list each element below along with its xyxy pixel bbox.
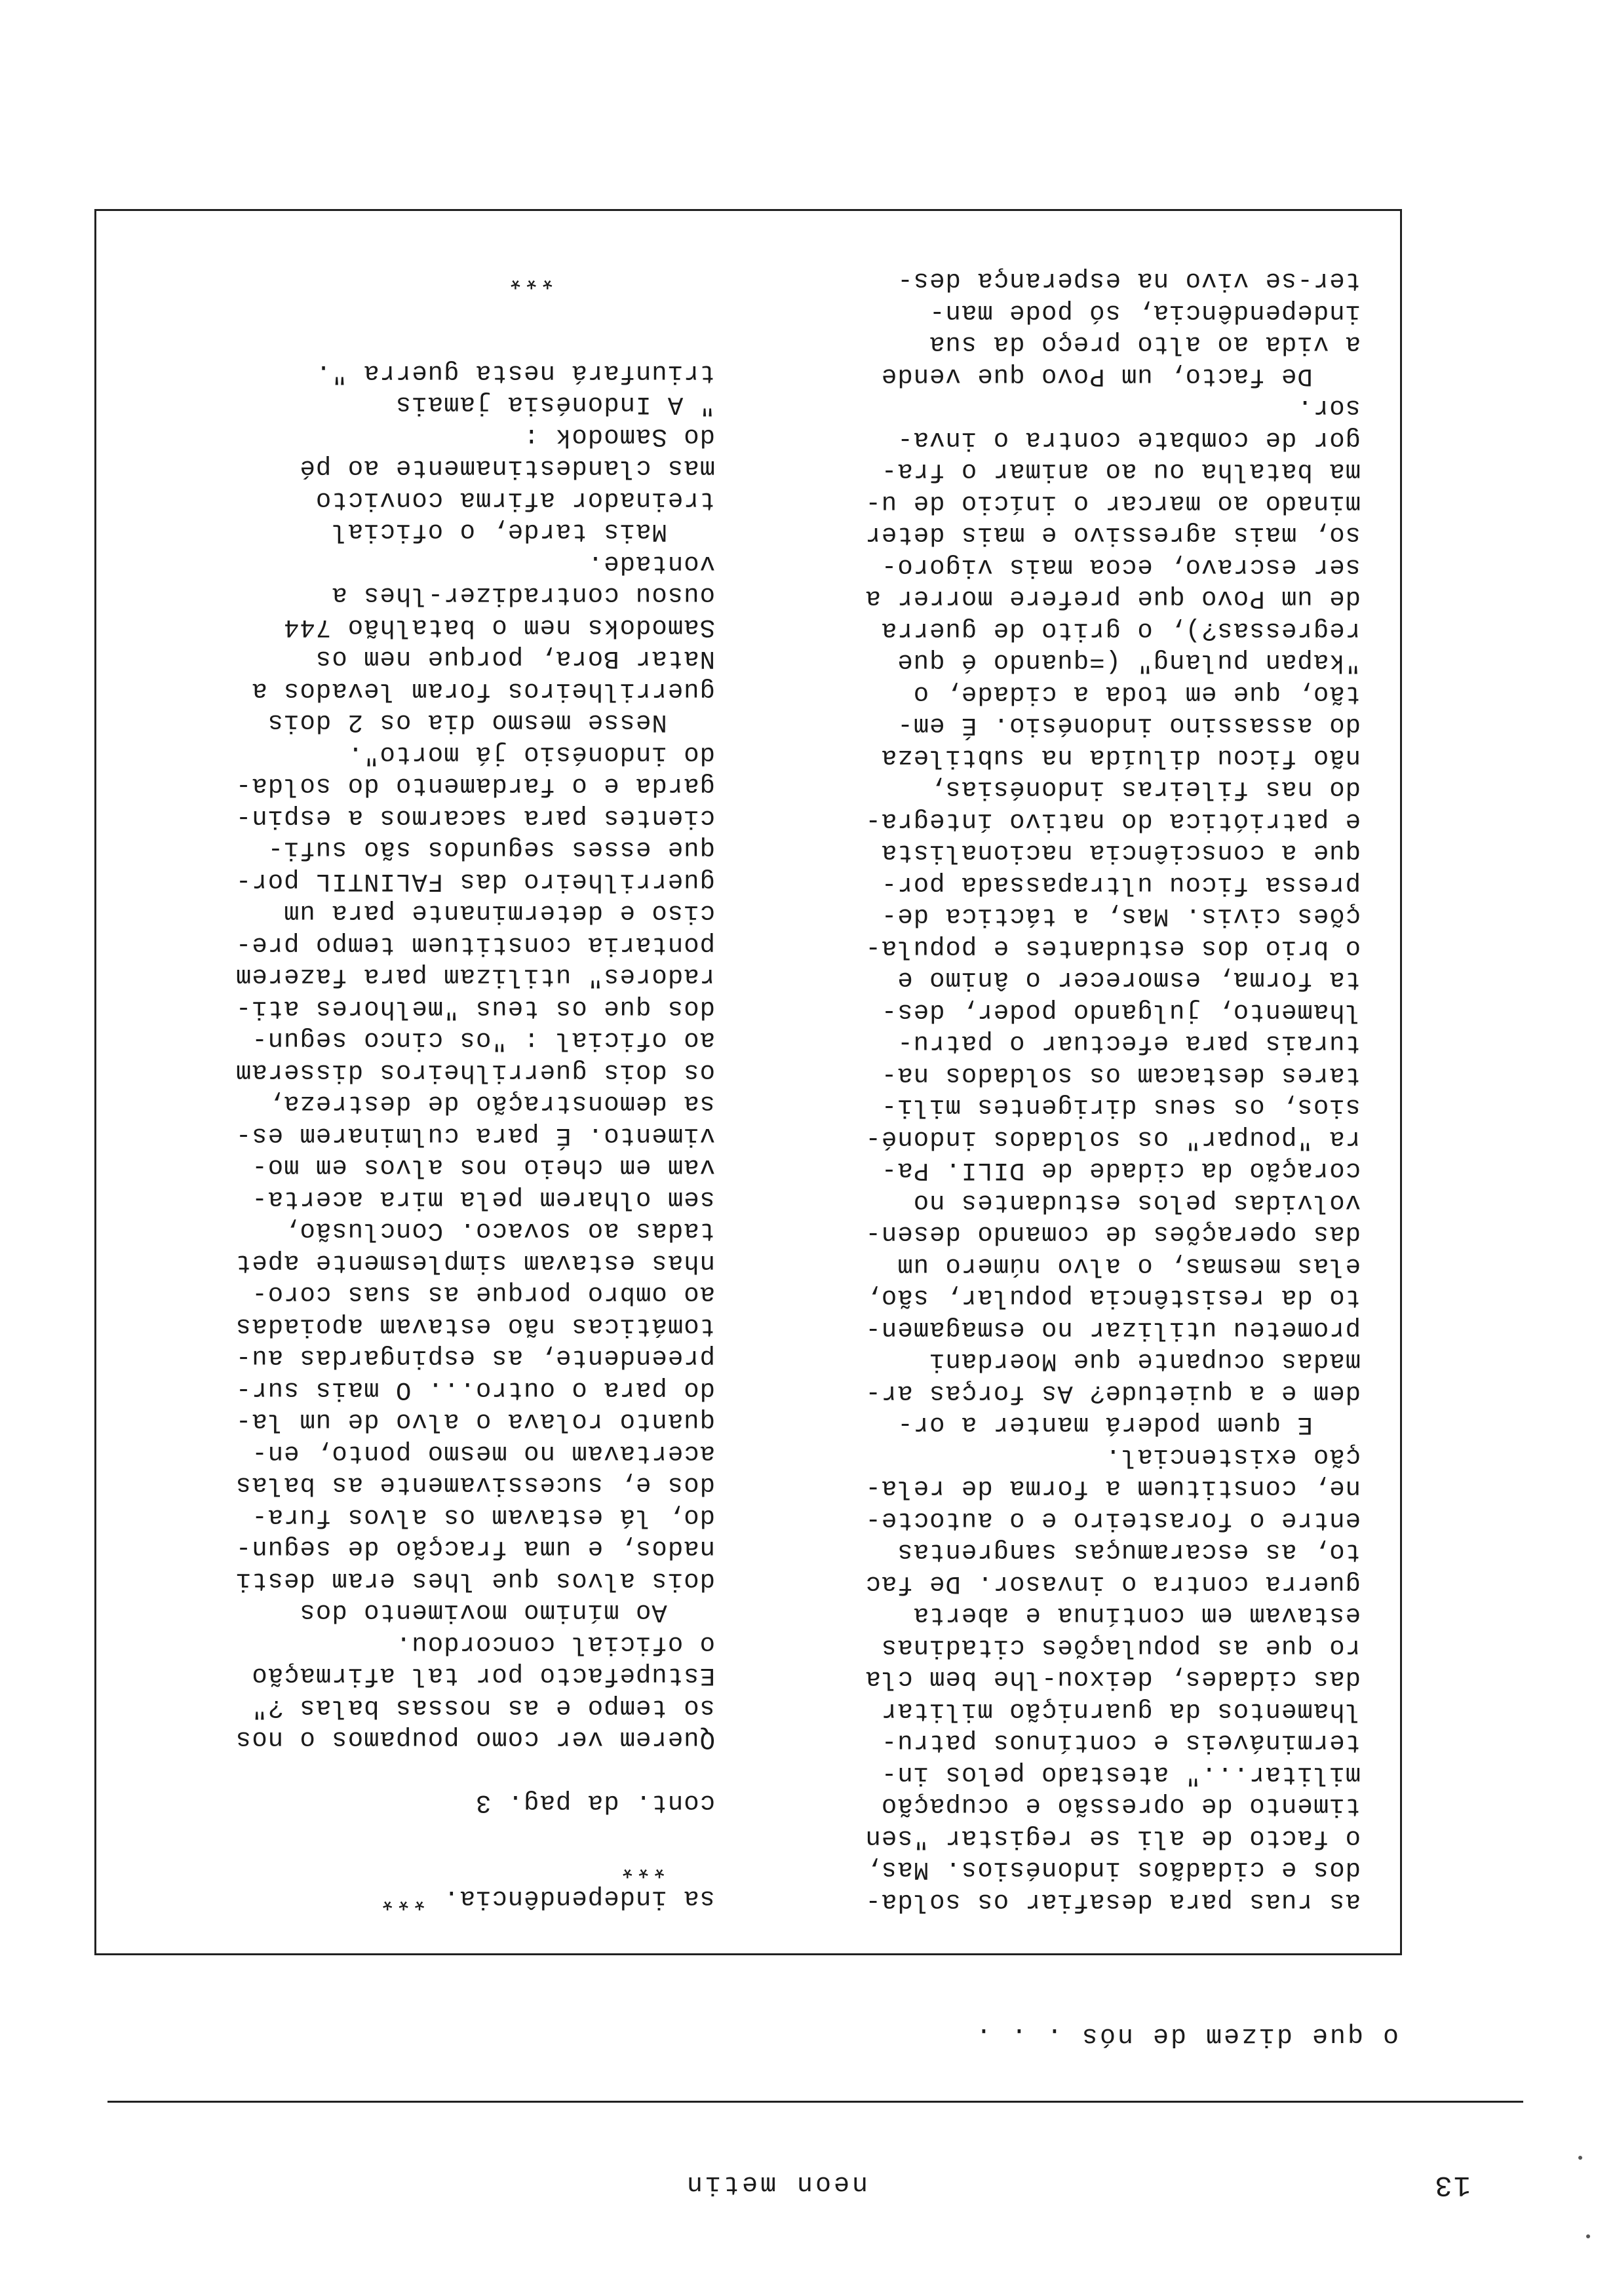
text-line: E quem poderá manter a or- [897,1410,1361,1440]
text-line: cientes para sacarmos a espin- [235,803,715,832]
text-line: Natar Bora, porque nem os [315,644,715,674]
text-line: ta forma, esmorecer o ânimo e [897,965,1361,995]
text-line: militar..." atestado pelos in- [880,1760,1361,1789]
text-line: as ruas para desafiar os solda- [865,1887,1361,1916]
article-frame [94,209,1402,1955]
text-line: volvidas pelos estudantes no [912,1188,1361,1217]
header-rule [107,2101,1523,2103]
text-line: sa demonstração de destreza, [267,1089,715,1119]
text-line: regressas?), o grito de guerra [880,616,1361,645]
text-line: " A Indonésia jamais [395,390,715,419]
text-line: independência, só pode man- [929,298,1361,327]
text-line: ao oficial : "os cinco segun- [251,1025,715,1055]
text-line: garda e o fardamento do solda- [235,771,715,801]
text-line: dos e cidadãos indonésios. Mas, [865,1855,1361,1885]
text-line: ro que as populações citadinas [880,1633,1361,1662]
text-line: sios, os seus dirigentes mili- [880,1092,1361,1122]
text-line: sem olharem pela mira acerta- [251,1185,715,1214]
text-line: prometeu utilizar no esmagamen- [865,1315,1361,1344]
text-line: radores" utilizam para fazerem [235,962,715,991]
text-line: mas clandestinamente ao pé [299,453,715,483]
text-line: vimento. É para culminarem es- [235,1121,715,1150]
text-line [112,1819,715,1851]
article-column-right [112,261,715,1914]
text-line: do nas fileiras indonésias, [929,775,1361,804]
text-line: treinador afirma convicto [315,486,715,514]
text-line: de um Povo que prefere morrer a [865,584,1361,613]
text-line: o facto de ali se registar "sen [865,1824,1361,1852]
text-line: tares destacam os soldados na- [880,1061,1361,1090]
text-line [112,294,715,326]
text-line: os dois guerrilheiros disseram [235,1058,715,1086]
text-line: a vida ao alto preço da sua [929,330,1361,359]
text-line: estavam em contínua e aberta [912,1601,1361,1630]
text-line: que a consciência nacionalista [880,838,1361,868]
text-line: ção existencial. [1104,1442,1361,1471]
text-line: so tempo e as nossas balas ?" [251,1693,715,1722]
text-line: das operações de comando desen- [865,1219,1361,1249]
text-line: De facto, um Povo que vende [880,362,1361,391]
text-line: coração da cidade de DILI. Pa- [880,1156,1361,1185]
text-line: dois alvos que lhes eram desti [235,1566,715,1595]
text-line: vam em cheio nos alvos em mo- [251,1153,715,1182]
publication-name: neon metin [684,2169,868,2198]
text-line: das cidades, deixou-lhe bem cla [865,1664,1361,1694]
text-line: triunfará nesta guerra ". [315,358,715,387]
page-number: 13 [1433,2168,1471,2201]
text-line: acertavam no mesmo ponto, en- [251,1439,715,1468]
text-line: ao ombro porque as suas coro- [251,1280,715,1309]
text-line: o brio dos estudantes e popula- [865,934,1361,963]
text-line: nados, e uma fracção de segun- [235,1534,715,1563]
text-line: ciso e determinante para um [283,898,715,928]
text-line: minado ao marcar o início de u- [865,489,1361,518]
text-line: nhas estavam simplesmente apet [235,1248,715,1277]
section-title: o que dizem de nós . . . [973,2021,1399,2050]
text-line: do, lá estavam os alvos fura- [251,1502,715,1531]
text-line: quanto rolava o alvo de um la- [235,1407,715,1436]
scan-speck [1586,2234,1590,2238]
text-line: ousou contradizer-lhes a [331,581,715,610]
text-line: preendente, as espingardas au- [235,1343,715,1373]
text-line: gor de combate contra o inva- [897,425,1361,454]
text-line: ne, constituem a forma de rela- [865,1474,1361,1503]
text-line: pontaria constituem tempo pre- [235,930,715,959]
text-line: ções civis. Mas, a táctica de- [880,902,1361,931]
text-line: entre o forasteiro e o autocte- [865,1506,1361,1535]
text-line: dos que os teus "melhores ati- [235,994,715,1023]
text-line: turais para efectuar o patru- [897,1029,1361,1058]
text-line: o oficial concordou. [395,1630,715,1658]
text-line: dos e, sucessivamente as balas [235,1470,715,1500]
text-line: ser escravo, ecoa mais vigoro- [880,552,1361,581]
text-line: ma batalha ou ao animar o fra- [880,457,1361,486]
text-line: "kapan pulang" (=quando é que [897,647,1361,677]
text-line: dem e a quietude? As forças ar- [865,1379,1361,1407]
text-line: Querem ver como poupamos o nos [235,1725,715,1754]
text-line: do indonésio já morto". [347,740,715,769]
text-line: *** [619,1852,715,1881]
text-line: ter-se vivo na esperança des- [897,266,1361,296]
text-line: *** [507,263,715,292]
text-line: madas ocupante que Moerdani [929,1347,1361,1376]
text-line: lhamento, julgando poder, des- [880,997,1361,1026]
text-line: to, as escaramuças sangrentas [897,1537,1361,1567]
text-line: to da resistência popular, são, [865,1283,1361,1312]
text-line: do Samodok : [523,422,715,451]
text-line: não ficou diluída na subtileza [880,743,1361,772]
text-line: sor. [1296,393,1361,423]
text-line: tadas ao sovaco. Conclusão, [283,1216,715,1246]
text-line: guerra contra o invasor. De fac [865,1569,1361,1598]
text-line: so, mais agressivo e mais deter [865,520,1361,550]
text-line: tão, que em toda a cidade, o [912,679,1361,708]
text-line: tomáticas não estavam apoiadas [235,1312,715,1341]
text-line: Mais tarde, o oficial [331,517,715,546]
text-line: e patriótica do nativo íntegra- [865,807,1361,835]
text-line: guerrilheiro das FALINTIL por- [235,867,715,896]
article-column-left [758,265,1361,1917]
text-line: Nesse mesmo dia os 2 dois [267,708,715,737]
text-line: Samodoks nem o batalhão 744 [283,613,715,641]
text-line: Ao mínimo movimento dos [299,1598,715,1627]
text-line: pressa ficou ultrapassada por- [880,870,1361,899]
text-line: ra "poupar" os soldados indoné- [865,1124,1361,1153]
text-line: sa independência. *** [379,1884,715,1913]
text-line: elas mesmas, o alvo número um [897,1252,1361,1280]
text-line: lhamentos da guarnição militar [880,1696,1361,1725]
page-header [0,2155,1615,2201]
text-line: vontade. [587,549,715,578]
text-line: do assassino indonésio. É em- [897,711,1361,740]
text-line: que esses segundos são sufi- [267,835,715,864]
text-line [112,325,715,357]
text-line: guerrilheiros foram levados a [251,676,715,705]
text-line: cont. da pag. 3 [475,1788,715,1818]
text-line: timento de opressão e ocupação [880,1791,1361,1821]
text-line: termináveis e contínuos patru- [880,1728,1361,1757]
text-line [112,1755,715,1788]
scan-speck [1578,2156,1582,2160]
text-line: Estupefacto por tal afirmação [251,1661,715,1691]
text-line: do para o outro... O mais sur- [235,1375,715,1404]
